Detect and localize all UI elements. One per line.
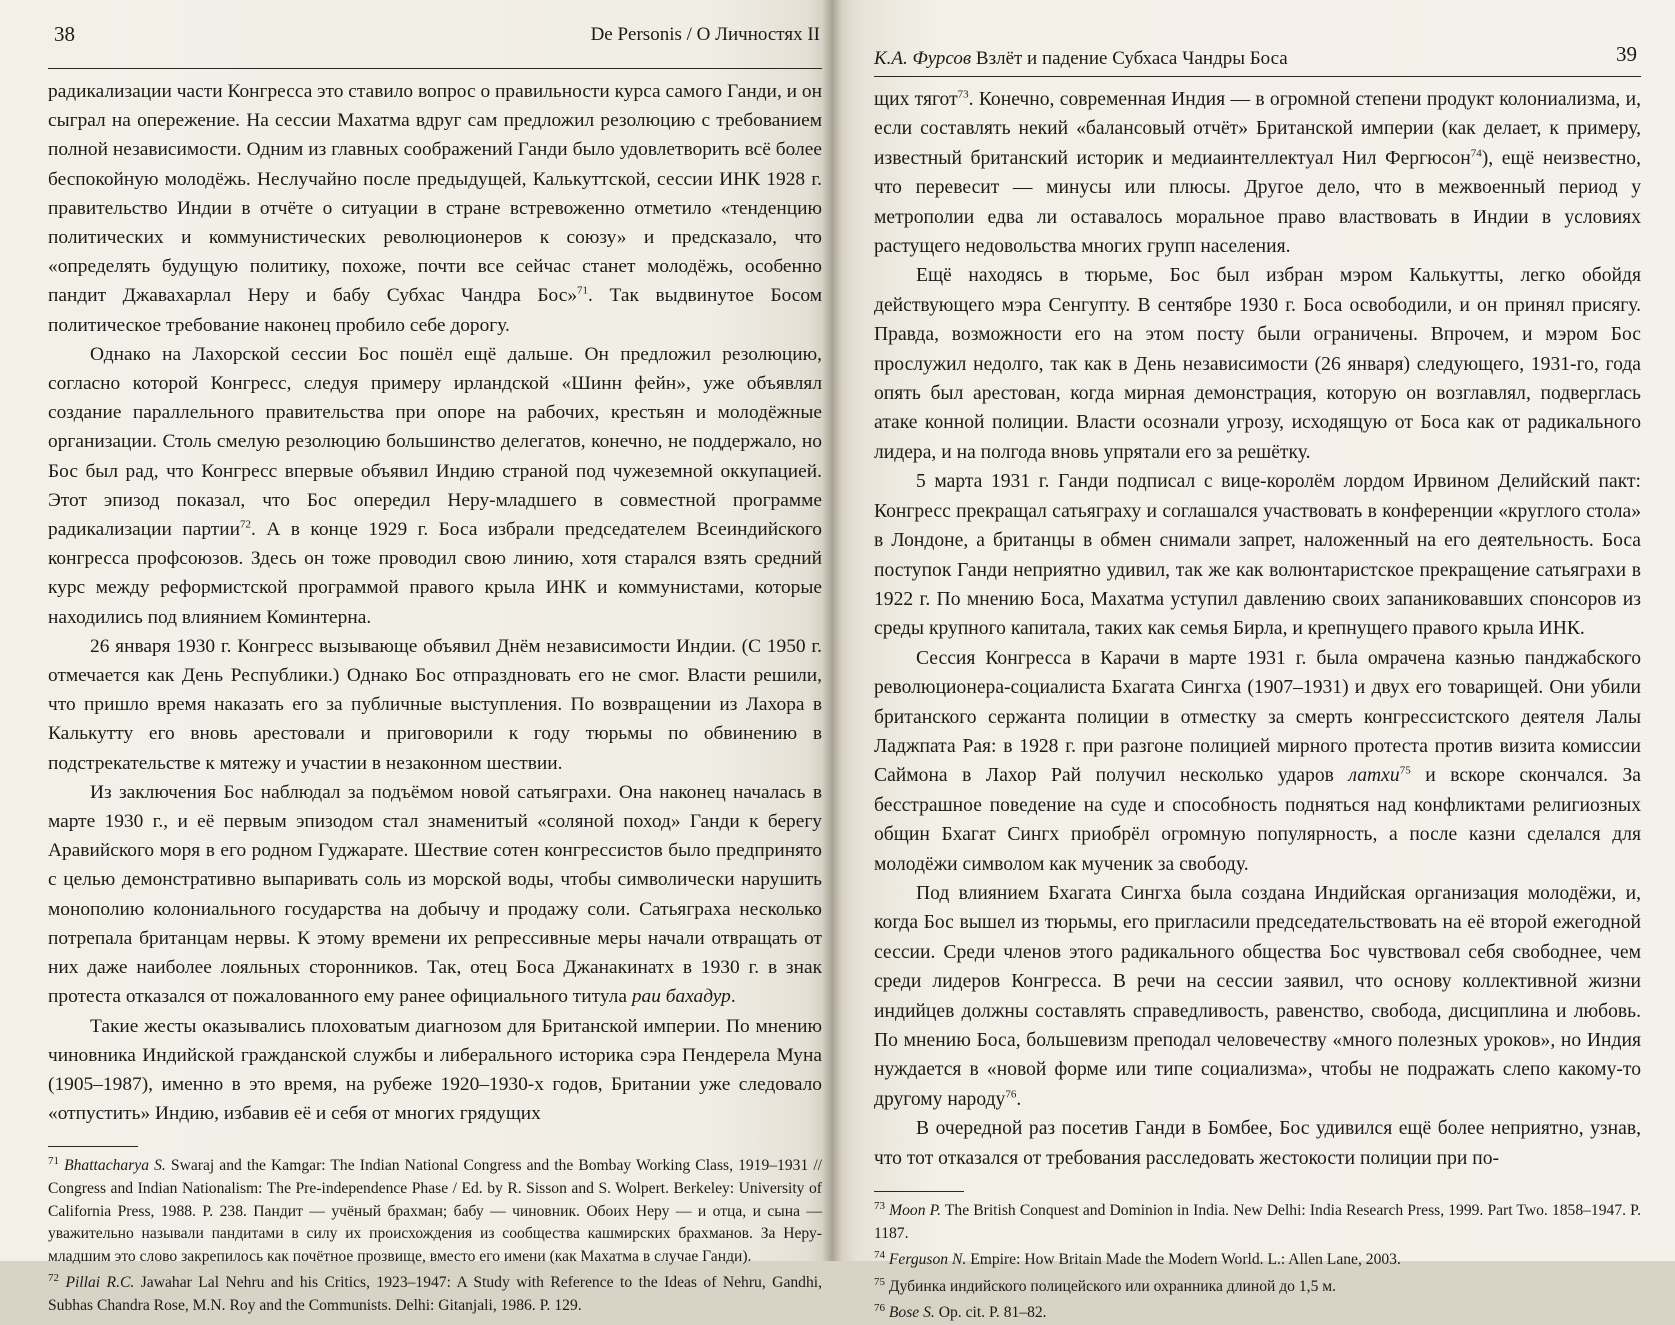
paragraph xyxy=(48,1012,822,1129)
italic-text: Bhattacharya S. xyxy=(64,1157,166,1175)
footnote-ref: 76 xyxy=(874,1302,885,1315)
paragraph xyxy=(48,340,822,632)
footnote-ref: 76 xyxy=(1005,1088,1017,1101)
text-run: Op. cit. P. 81–82. xyxy=(934,1304,1047,1322)
paragraph xyxy=(48,778,822,1012)
running-head xyxy=(874,48,1288,70)
footnote xyxy=(48,1155,822,1268)
text-run: щих тягот xyxy=(874,89,958,110)
right-page-header xyxy=(874,42,1641,77)
right-page-body xyxy=(874,85,1641,1173)
text-run: . Конечно, современная Индия — в огромной степени продукт колониализма, и, если составлять некий «балансовый отчёт» Британской империи (как делает, к примеру, известный британский историк и медиаинтеллектуал Нил Фергюсон xyxy=(874,89,1641,169)
running-head: De Personis / О Личностях II xyxy=(590,24,820,45)
footnote-ref: 72 xyxy=(240,518,252,531)
footnote-ref: 73 xyxy=(874,1199,885,1212)
left-page-body xyxy=(48,77,822,1128)
paragraph xyxy=(874,261,1641,467)
right-page xyxy=(832,0,1675,1322)
page-number: 39 xyxy=(1616,42,1637,66)
text-run: Такие жесты оказывались плоховатым диагнозом для Британской империи. По мнению чиновника Индийской гражданской службы и либерального историка сэра Пендерела Муна (1905–1987), именно в это время, на рубеже 1920–1930-х годов, Британии уже следовало «отпустить» Индию, избавив её и себя от многих грядущих xyxy=(48,1015,822,1125)
left-page-header xyxy=(48,22,822,69)
text-run: Под влиянием Бхагата Сингха была создана Индийская организация молодёжи, и, когда Бос вышел из тюрьмы, его пригласили председательствовать на её второй ежегодной сессии. Среди членов этого радикального общества Бос чувствовал себя свободнее, чем среди лидеров Конгресса. В речи на сессии заявил, что основу коллективной жизни индийцев должны составлять справедливость, равенство, свобода, дисциплина и любовь. По мнению Боса, большевизм преподал человечеству «много полезных уроков», но Индия нуждается в «новой форме или типе социализма», чтобы не подражать слепо какому-то другому народу xyxy=(874,882,1641,1110)
paragraph xyxy=(48,77,822,340)
text-run: 26 января 1930 г. Конгресс вызывающе объявил Днём независимости Индии. (С 1950 г. отмечается как День Республики.) Однако Бос отпраздновать его не смог. Власти решили, что пришло время наказать его за публичные выступления. По возвращении из Лахора в Калькутту его вновь арестовали и приговорили к году тюрьмы по обвинению в подстрекательстве к мятежу и участии в незаконном шествии. xyxy=(48,635,822,774)
footnote xyxy=(874,1276,1641,1299)
text-run: . А в конце 1929 г. Боса избрали председателем Всеиндийского конгресса профсоюзов. Здесь он тоже проводил свою линию, хотя старался взять средний курс между реформистской программой правого крыла ИНК и коммунистами, которые находились под влиянием Коминтерна. xyxy=(48,519,822,628)
footnote-rule xyxy=(48,1146,138,1147)
italic-text: латхи xyxy=(1348,765,1400,787)
footnote-rule xyxy=(874,1191,964,1192)
footnote-ref: 74 xyxy=(1470,147,1482,160)
text-run: . xyxy=(730,986,736,1008)
text-run: Swaraj and the Kamgar: The Indian National Congress and the Bombay Working Class, 1919–1931 // Congress and Indian Nationalism: The Pre-independence Phase / Ed. by R. Sisson and S. Wolpert. Berkeley: University of California Press, 1988. P. 238. Пандит — учёный брахман; бабу — чиновник. Обоих Неру — и отца, и сына — уважительно называли пандитами в силу их происхождения из сообщества кашмирских брахманов. За Неру-младшим это слово закрепилось как почётное прозвище, вместо его имени (как Махатма в случае Ганди). xyxy=(48,1157,823,1265)
text-run: . Так выдвинутое Босом политическое требование наконец пробило себе дорогу. xyxy=(48,285,822,336)
italic-text: раи бахадур xyxy=(631,986,731,1008)
running-head-title: Взлёт и падение Субхаса Чандры Боса xyxy=(975,48,1288,69)
right-page-footnotes xyxy=(874,1200,1641,1325)
text-run: и вскоре скончался. За бесстрашное поведение на суде и способность подняться над конфликтами религиозных общин Бхагат Сингх приобрёл огромную популярность, а после казни сделался для молодёжи символом как мученик за свободу. xyxy=(874,765,1641,875)
text-run: . xyxy=(1016,1088,1022,1110)
footnote-ref: 71 xyxy=(577,284,589,297)
text-run: Ещё находясь в тюрьме, Бос был избран мэром Калькутты, легко обойдя действующего мэра Сенгупту. В сентябре 1930 г. Боса освободили, и он принял присягу. Правда, возможности его на этом посту были ограничены. Впрочем, и мэром Бос прослужил недолго, так как в День независимости (26 января) следующего, 1931-го, года опять был арестован, когда мирная демонстрация, которую он возглавлял, подверглась атаке конной полиции. Власти осознали угрозу, исходящую от Боса как от радикального лидера, и на полгода вновь упрятали его за решётку. xyxy=(874,265,1641,463)
footnote-ref: 74 xyxy=(874,1249,885,1262)
italic-text: Bose S. xyxy=(888,1304,935,1322)
text-run: Jawahar Lal Nehru and his Critics, 1923–1947: A Study with Reference to the Ideas of Nehru, Gandhi, Subhas Chandra Rose, M.N. Roy and the Communists. Delhi: Gitanjali, 1986. P. 129. xyxy=(48,1274,822,1314)
text-run: ), ещё неизвестно, что перевесит — минусы или плюсы. Другое дело, что в межвоенный период у метрополии едва ли оставалось моральное право властвовать в Индии в условиях растущего недовольства многих групп населения. xyxy=(874,147,1642,258)
paragraph xyxy=(874,1114,1641,1173)
text-run: Из заключения Бос наблюдал за подъёмом новой сатьяграхи. Она наконец началась в марте 1930 г., и её первым эпизодом стал знаменитый «соляной поход» Ганди к берегу Аравийского моря в его родном Гуджарате. Шествие сотен конгрессистов было предпринято с целью демонстративно выпаривать соль из морской воды, чтобы символически нарушить монополию колониального государства на добычу и продажу соли. Сатьяграха несколько потрепала британцам нервы. К этому времени их репрессивные меры начали отвращать от них даже наиболее лояльных сторонников. Так, отец Боса Джанакинатх в 1930 г. в знак протеста отказался от пожалованного ему ранее официального титула xyxy=(48,781,822,1008)
footnote-ref: 75 xyxy=(874,1275,885,1288)
text-run: 5 марта 1931 г. Ганди подписал с вице-королём лордом Ирвином Делийский пакт: Конгресс прекращал сатьяграху и соглашался участвовать в конференции «круглого стола» в Лондоне, а британцы в обмен снимали запрет, наложенный на его деятельность. Боса поступок Ганди неприятно удивил, так же как волюнтаристское прекращение сатьяграхи в 1922 г. По мнению Боса, Махатма уступил давлению своих запаниковавших спонсоров из среды крупного капитала, таких как семья Бирла, и крепнущего правого крыла ИНК. xyxy=(874,471,1641,640)
text-run: Дубинка индийского полицейского или охранника длиной до 1,5 м. xyxy=(885,1277,1337,1295)
paragraph xyxy=(874,467,1641,643)
italic-text: Moon P. xyxy=(889,1202,942,1220)
paragraph xyxy=(874,879,1641,1114)
running-head-author: К.А. Фурсов xyxy=(874,48,972,69)
paragraph xyxy=(874,85,1641,261)
page-number: 38 xyxy=(54,22,75,46)
footnote-ref: 75 xyxy=(1399,764,1411,777)
footnote xyxy=(874,1249,1641,1272)
italic-text: Pillai R.C. xyxy=(65,1274,135,1292)
footnote-ref: 72 xyxy=(48,1272,59,1285)
text-run: Однако на Лахорской сессии Бос пошёл ещё дальше. Он предложил резолюцию, согласно которой Конгресс, следуя примеру ирландской «Шинн фейн», уже объявлял создание параллельного правительства при опоре на рабочих, крестьян и молодёжные организации. Столь смелую резолюцию большинство делегатов, конечно, не поддержало, но Бос был рад, что Конгресс впервые объявил Индию страной под чужеземной оккупацией. Этот эпизод показал, что Бос опередил Неру-младшего в совместной программе радикализации партии xyxy=(48,343,822,541)
footnote xyxy=(874,1200,1641,1245)
left-page-footnotes xyxy=(48,1155,822,1317)
left-page xyxy=(0,0,832,1314)
paragraph xyxy=(48,632,822,778)
text-run: Empire: How Britain Made the Modern World. L.: Allen Lane, 2003. xyxy=(966,1251,1401,1269)
footnote-ref: 71 xyxy=(48,1155,59,1168)
footnote xyxy=(48,1272,822,1317)
text-run: В очередной раз посетив Ганди в Бомбее, Бос удивился ещё более неприятно, узнав, что тот отказался от требования расследовать жестокости полиции при по- xyxy=(874,1118,1641,1169)
footnote-ref: 73 xyxy=(957,88,969,101)
text-run: радикализации части Конгресса это ставило вопрос о правильности курса самого Ганди, и он сыграл на опережение. На сессии Махатма вдруг сам предложил резолюцию с требованием полной независимости. Одним из главных соображений Ганди было удовлетворить всё более беспокойную молодёжь. Неслучайно после предыдущей, Калькуттской, сессии ИНК 1928 г. правительство Индии в отчёте о ситуации в стране встревоженно отметило «тенденцию политических и коммунистических революционеров к союзу» и предсказало, что «определять будущую политику, похоже, почти все сейчас станет молодёжь, особенно пандит Джавахарлал Неру и бабу Субхас Чандра Бос» xyxy=(48,81,822,307)
italic-text: Ferguson N. xyxy=(888,1251,967,1269)
paragraph xyxy=(874,644,1641,879)
text-run: Сессия Конгресса в Карачи в марте 1931 г. была омрачена казнью панджабского революционера-социалиста Бхагата Сингха (1907–1931) и двух его товарищей. Они убили британского сержанта полиции в отместку за смерть конгрессистского деятеля Лалы Ладжпата Рая: в 1928 г. при разгоне полицией мирного протеста против визита комиссии Саймона в Лахор Рай получил несколько ударов xyxy=(874,647,1641,787)
text-run: The British Conquest and Dominion in India. New Delhi: India Research Press, 1999. Part Two. 1858–1947. P. 1187. xyxy=(874,1202,1641,1242)
footnote xyxy=(874,1302,1641,1325)
